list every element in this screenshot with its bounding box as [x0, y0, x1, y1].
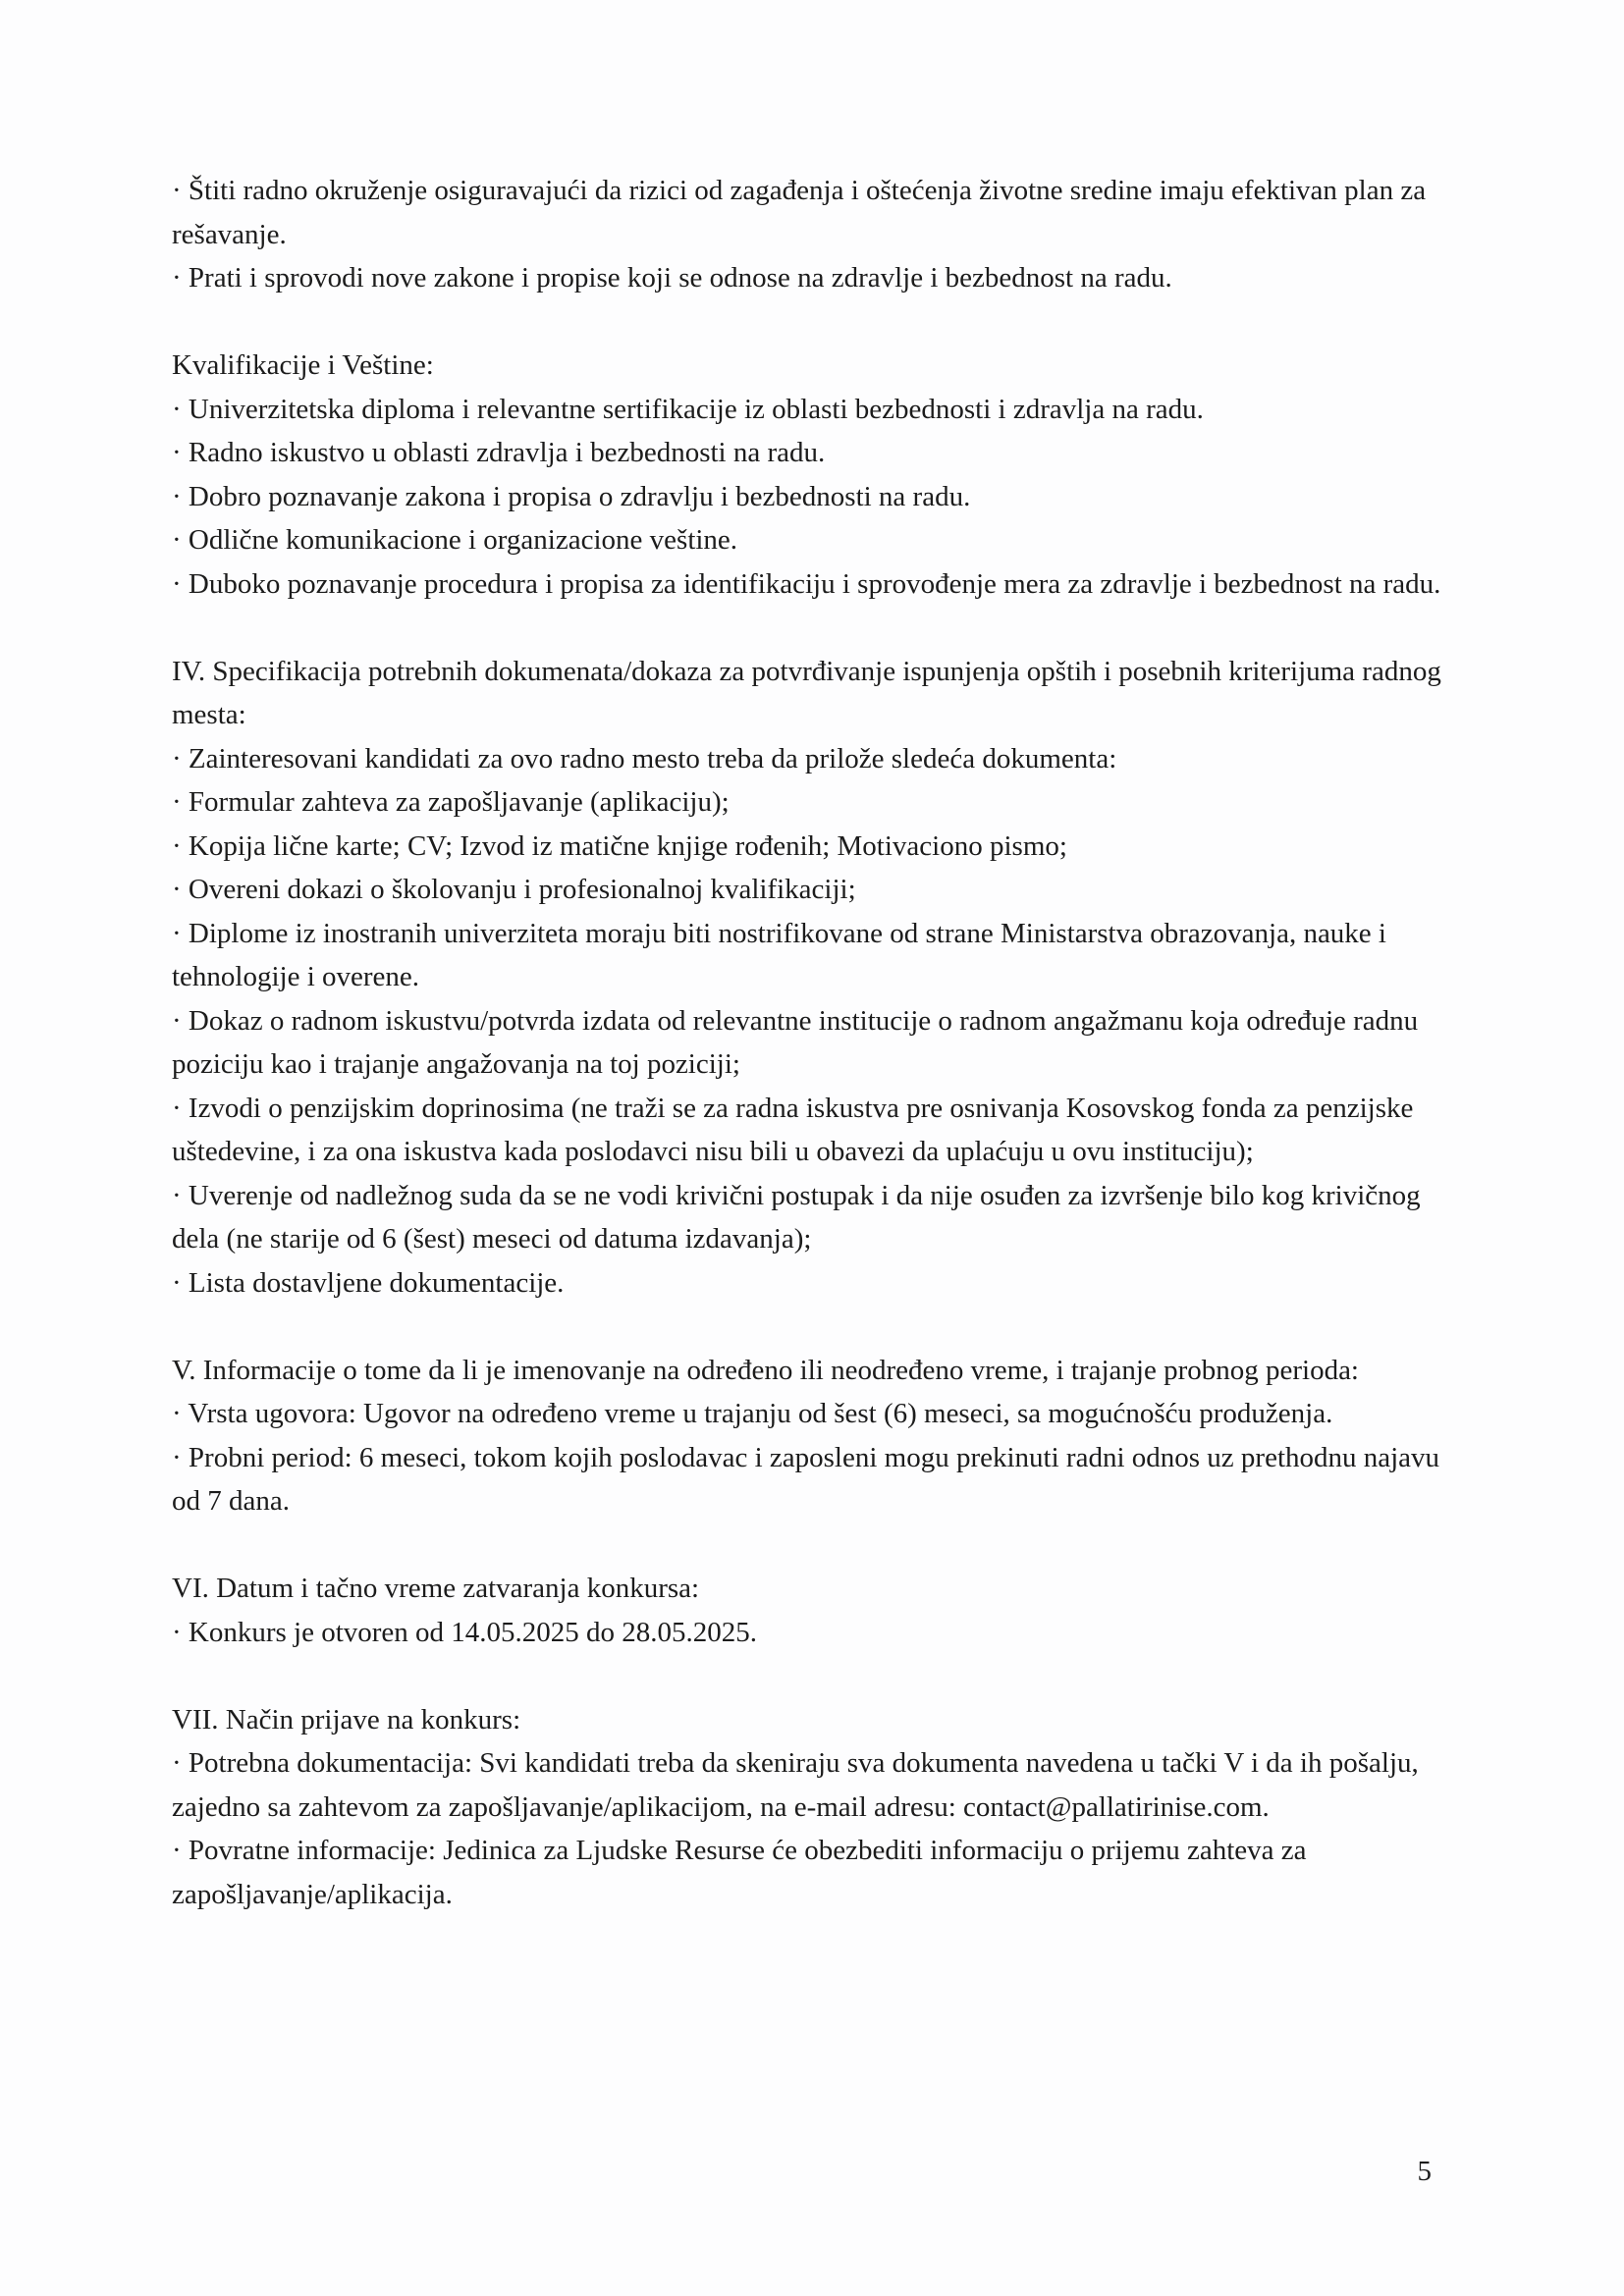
section-heading: V. Informacije o tome da li je imenovanje na određeno ili neodređeno vreme, i trajanje probnog perioda: — [172, 1354, 1359, 1386]
section-iv-documents — [172, 650, 1448, 1306]
text-line: · Diplome iz inostranih univerziteta moraju biti nostrifikovane od strane Ministarstva obrazovanja, nauke i tehnologije i overene. — [172, 917, 1386, 992]
text-line: · Dobro poznavanje zakona i propisa o zdravlju i bezbednosti na radu. — [172, 480, 971, 512]
text-line: · Izvodi o penzijskim doprinosima (ne traži se za radna iskustva pre osnivanja Kosovskog fonda za penzijske uštedevine, i za ona iskustva kada poslodavci nisu bili u obavezi da uplaćuju u ovu instituciju); — [172, 1092, 1414, 1167]
section-heading: VII. Način prijave na konkurs: — [172, 1703, 521, 1735]
text-line: · Duboko poznavanje procedura i propisa za identifikaciju i sprovođenje mera za zdravlje i bezbednost na radu. — [172, 567, 1441, 600]
section-heading: IV. Specifikacija potrebnih dokumenata/dokaza za potvrđivanje ispunjenja opštih i posebnih kriterijuma radnog mesta: — [172, 655, 1441, 730]
text-line: · Štiti radno okruženje osiguravajući da rizici od zagađenja i oštećenja životne sredine imaju efektivan plan za rešavanje. — [172, 175, 1427, 250]
text-line: · Univerzitetska diploma i relevantne sertifikacije iz oblasti bezbednosti i zdravlja na radu. — [172, 393, 1204, 425]
text-line: · Odlične komunikacione i organizacione veštine. — [172, 524, 738, 556]
text-line: · Uverenje od nadležnog suda da se ne vodi krivični postupak i da nije osuđen za izvršenje bilo kog krivičnog dela (ne starije od 6 (šest) meseci od datuma izdavanja); — [172, 1179, 1421, 1255]
text-line: · Lista dostavljene dokumentacije. — [172, 1266, 565, 1299]
text-line: · Formular zahteva za zapošljavanje (aplikaciju); — [172, 786, 730, 818]
text-line: · Povratne informacije: Jedinica za Ljudske Resurse će obezbediti informaciju o prijemu zahteva za zapošljavanje/aplikacija. — [172, 1835, 1307, 1910]
text-line: · Radno iskustvo u oblasti zdravlja i bezbednosti na radu. — [172, 437, 826, 468]
text-line: · Zainteresovani kandidati za ovo radno mesto treba da prilože sledeća dokumenta: — [172, 742, 1117, 774]
section-vii-application — [172, 1698, 1448, 1917]
text-line: · Dokaz o radnom iskustvu/potvrda izdata od relevantne institucije o radnom angažmanu koja određuje radnu poziciju kao i trajanje angažovanja na toj poziciji; — [172, 1004, 1419, 1080]
text-line: · Kopija lične karte; CV; Izvod iz matične knjige rođenih; Motivaciono pismo; — [172, 829, 1067, 862]
document-body — [172, 169, 1448, 1916]
qualifications-section — [172, 344, 1448, 606]
section-heading: VI. Datum i tačno vreme zatvaranja konkursa: — [172, 1573, 700, 1604]
section-vi-deadline — [172, 1567, 1448, 1654]
page-number: 5 — [1417, 2156, 1432, 2187]
responsibilities-section — [172, 169, 1448, 300]
text-line: · Konkurs je otvoren od 14.05.2025 do 28.05.2025. — [172, 1616, 758, 1648]
text-line: · Vrsta ugovora: Ugovor na određeno vreme u trajanju od šest (6) meseci, sa mogućnošću produženja. — [172, 1398, 1333, 1429]
text-line: · Prati i sprovodi nove zakone i propise koji se odnose na zdravlje i bezbednost na radu. — [172, 262, 1172, 294]
section-heading: Kvalifikacije i Veštine: — [172, 349, 434, 381]
text-line: · Potrebna dokumentacija: Svi kandidati treba da skeniraju sva dokumenta navedena u tački V i da ih pošalju, zajedno sa zahtevom za zapošljavanje/aplikacijom, na e-mail adresu: contact@pallatirinise.com. — [172, 1747, 1419, 1823]
text-line: · Overeni dokazi o školovanju i profesionalnoj kvalifikaciji; — [172, 874, 856, 905]
text-line: · Probni period: 6 meseci, tokom kojih poslodavac i zaposleni mogu prekinuti radni odnos uz prethodnu najavu od 7 dana. — [172, 1441, 1440, 1517]
section-v-contract — [172, 1349, 1448, 1523]
